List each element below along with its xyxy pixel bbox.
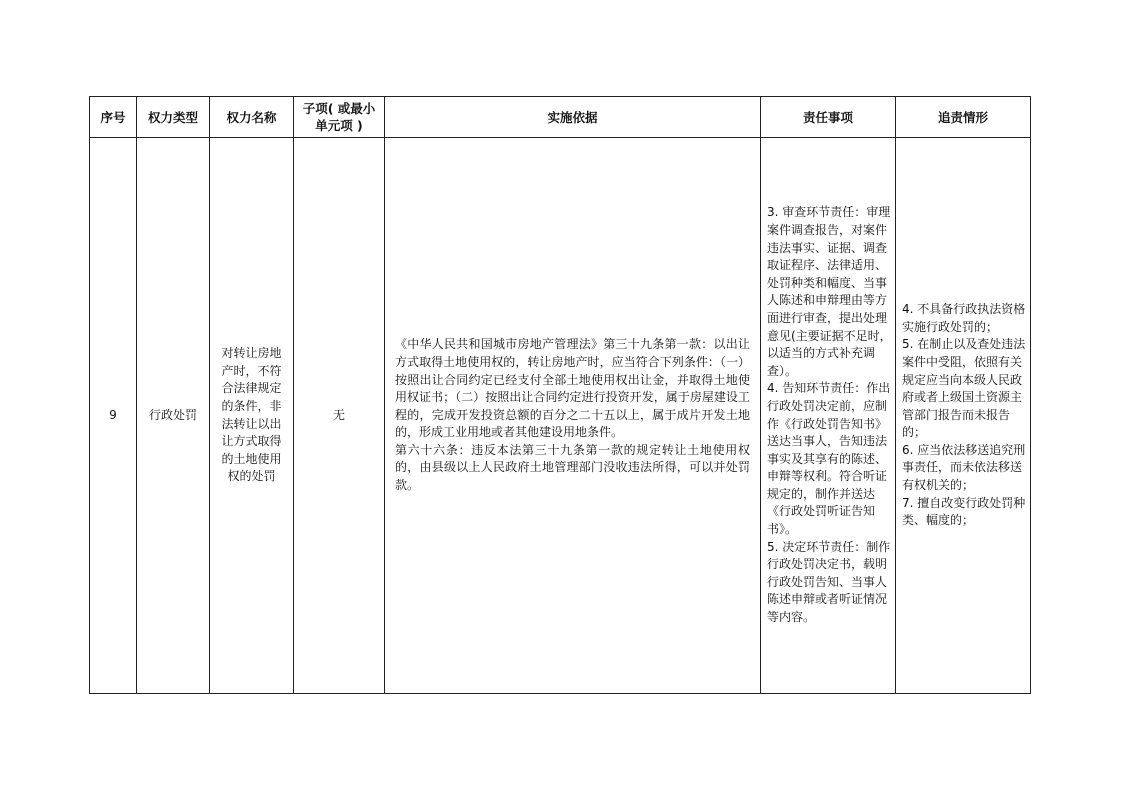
cell-accountability [896,138,1031,694]
cell-basis [385,138,761,694]
cell-responsibility [761,138,896,694]
accountability-item: 4. 不具备行政执法资格实施行政处罚的； [902,302,1026,334]
responsibility-item: 4. 告知环节责任：作出行政处罚决定前，应制作《行政处罚告知书》送达当事人，告知违法事实及其享有的陈述、申辩等权利。符合听证规定的，制作并送达《行政处罚听证告知书》。 [767,381,891,537]
basis-paragraph: 《中华人民共和国城市房地产管理法》第三十九条第一款：以出让方式取得土地使用权的，转让房地产时，应当符合下列条件：（一）按照出让合同约定已经支付全部土地使用权出让金，并取得土地使用权证书；（二）按照出让合同约定进行投资开发，属于房屋建设工程的，完成开发投资总额的百分之二十五以上，属于成片开发土地的，形成工业用地或者其他建设用地条件。 [395,337,750,440]
responsibility-item: 5. 决定环节责任：制作行政处罚决定书，载明行政处罚告知、当事人陈述申辩或者听证情况等内容。 [767,539,891,625]
responsibility-item: 3. 审查环节责任：审理案件调查报告，对案件违法事实、证据、调查取证程序、法律适用、处罚种类和幅度、当事人陈述和申辩理由等方面进行审查，提出处理意见(主要证据不足时，以适当的方式补充调查）。 [767,205,892,378]
header-accountability: 追责情形 [896,97,1031,138]
header-power-name: 权力名称 [210,97,294,138]
accountability-item: 5. 在制止以及查处违法案件中受阻，依照有关规定应当向本级人民政府或者上级国土资源主管部门报告而未报告的； [902,337,1026,440]
header-seq: 序号 [90,97,137,138]
table-row [90,138,1031,694]
cell-seq: 9 [90,138,137,694]
cell-power-name: 对转让房地产时，不符合法律规定的条件，非法转让以出让方式取得的土地使用权的处罚 [210,138,294,694]
cell-power-type: 行政处罚 [137,138,210,694]
accountability-item: 6. 应当依法移送追究刑事责任，而未依法移送有权机关的； [902,442,1026,493]
header-power-type: 权力类型 [137,97,210,138]
cell-sub-item: 无 [294,138,385,694]
power-list-table [89,96,1031,694]
accountability-item: 7. 擅自改变行政处罚种类、幅度的； [902,495,1026,528]
header-responsibility: 责任事项 [761,97,896,138]
header-sub-item: 子项( 或最小单元项 ) [294,97,385,138]
header-row [90,97,1031,138]
basis-paragraph: 第六十六条：违反本法第三十九条第一款的规定转让土地使用权的，由县级以上人民政府土地管理部门没收违法所得，可以并处罚款。 [395,442,750,493]
header-basis: 实施依据 [385,97,761,138]
